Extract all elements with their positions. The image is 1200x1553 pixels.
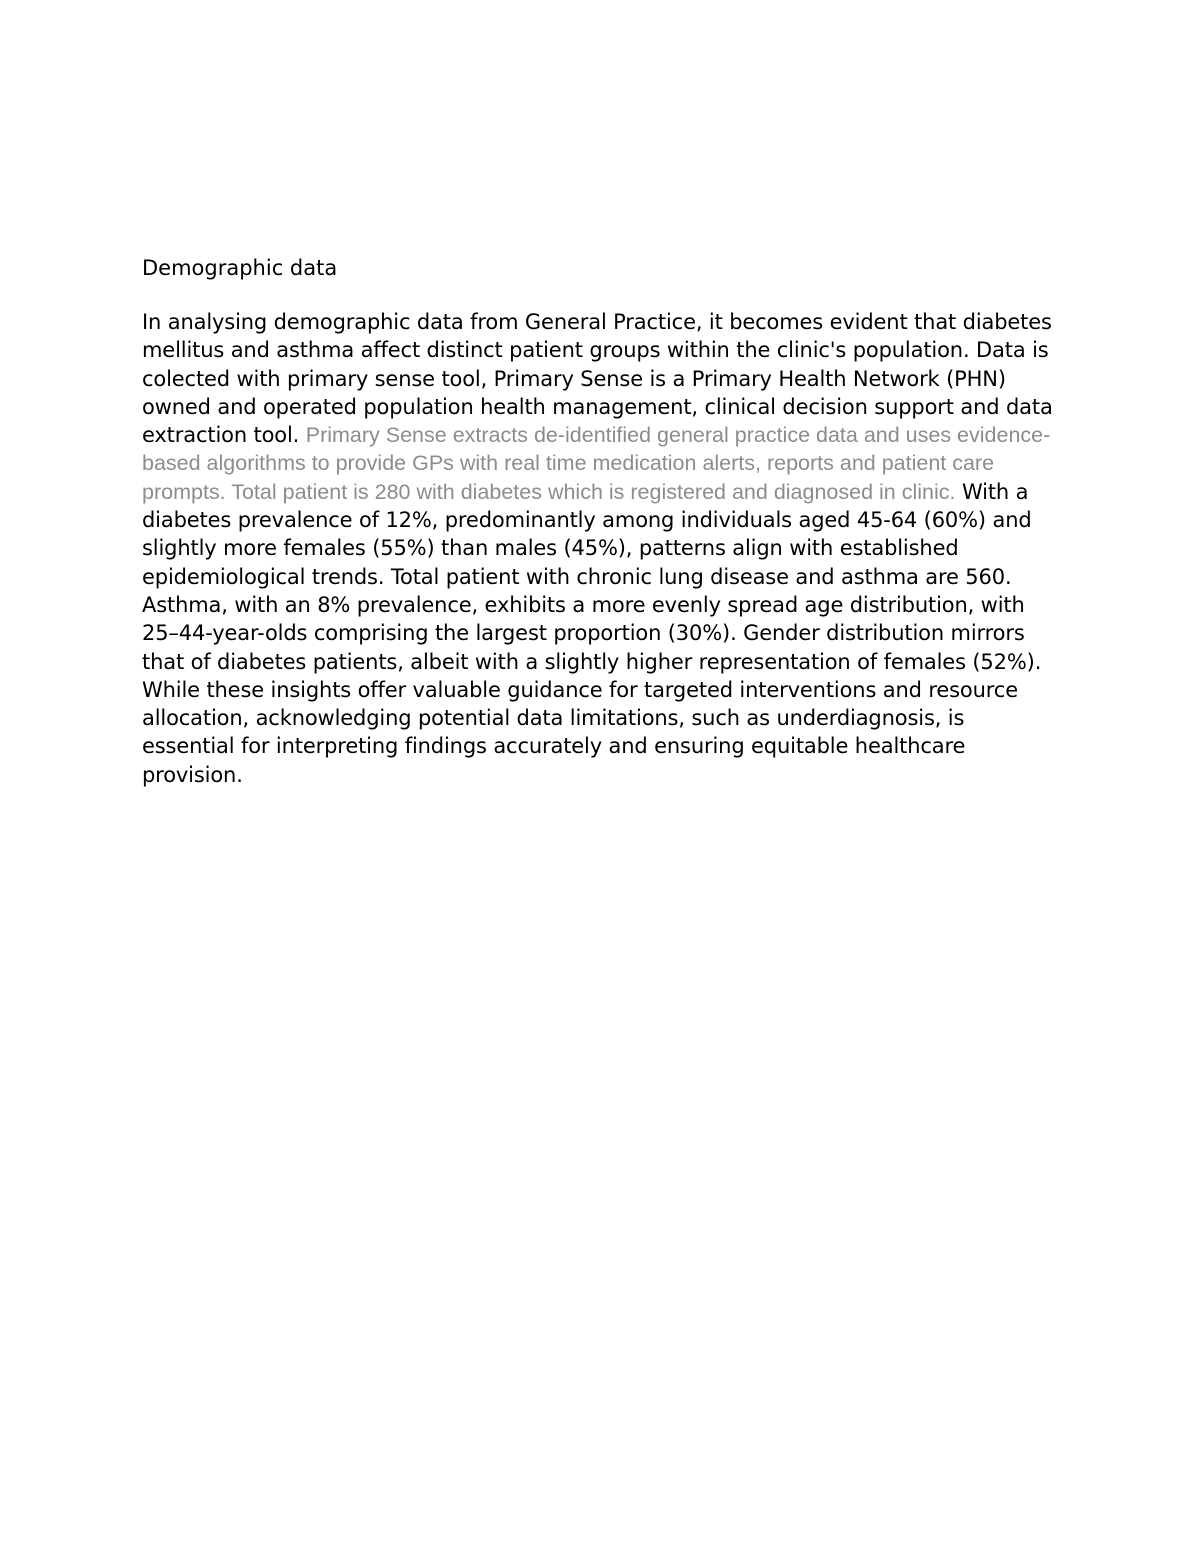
paragraph-findings-text: With a diabetes prevalence of 12%, predominantly among individuals aged 45-64 (60%) and slightly more females (55%) than males (45%), patterns align with established epidemiological trends. Total patient with chronic lung disease and asthma are 560. Asthma, with an 8% prevalence, exhibits a more evenly spread age distribution, with 25–44-year-olds comprising the largest proportion (30%). Gender distribution mirrors that of diabetes patients, albeit with a slightly higher representation of females (52%). While these insights offer valuable guidance for targeted interventions and resource allocation, acknowledging potential data limitations, such as underdiagnosis, is essential for interpreting findings accurately and ensuring equitable healthcare provision. [142, 479, 1042, 787]
quoted-source-text: Primary Sense extracts de-identified general practice data and uses evidence-based algorithms to provide GPs with real time medication alerts, reports and patient care prompts. Total patient is 280 with diabetes which is registered and diagnosed in clinic. [142, 423, 1051, 504]
paragraph-intro-text: In analysing demographic data from General Practice, it becomes evident that diabetes mellitus and asthma affect distinct patient groups within the clinic's population. Data is colected with primary sense tool, Primary Sense is a Primary Health Network (PHN) owned and operated population health management, clinical decision support and data extraction tool. [142, 310, 1053, 448]
document-content [142, 252, 1057, 789]
document-heading: Demographic data [142, 256, 338, 280]
body-paragraph [142, 308, 1057, 789]
